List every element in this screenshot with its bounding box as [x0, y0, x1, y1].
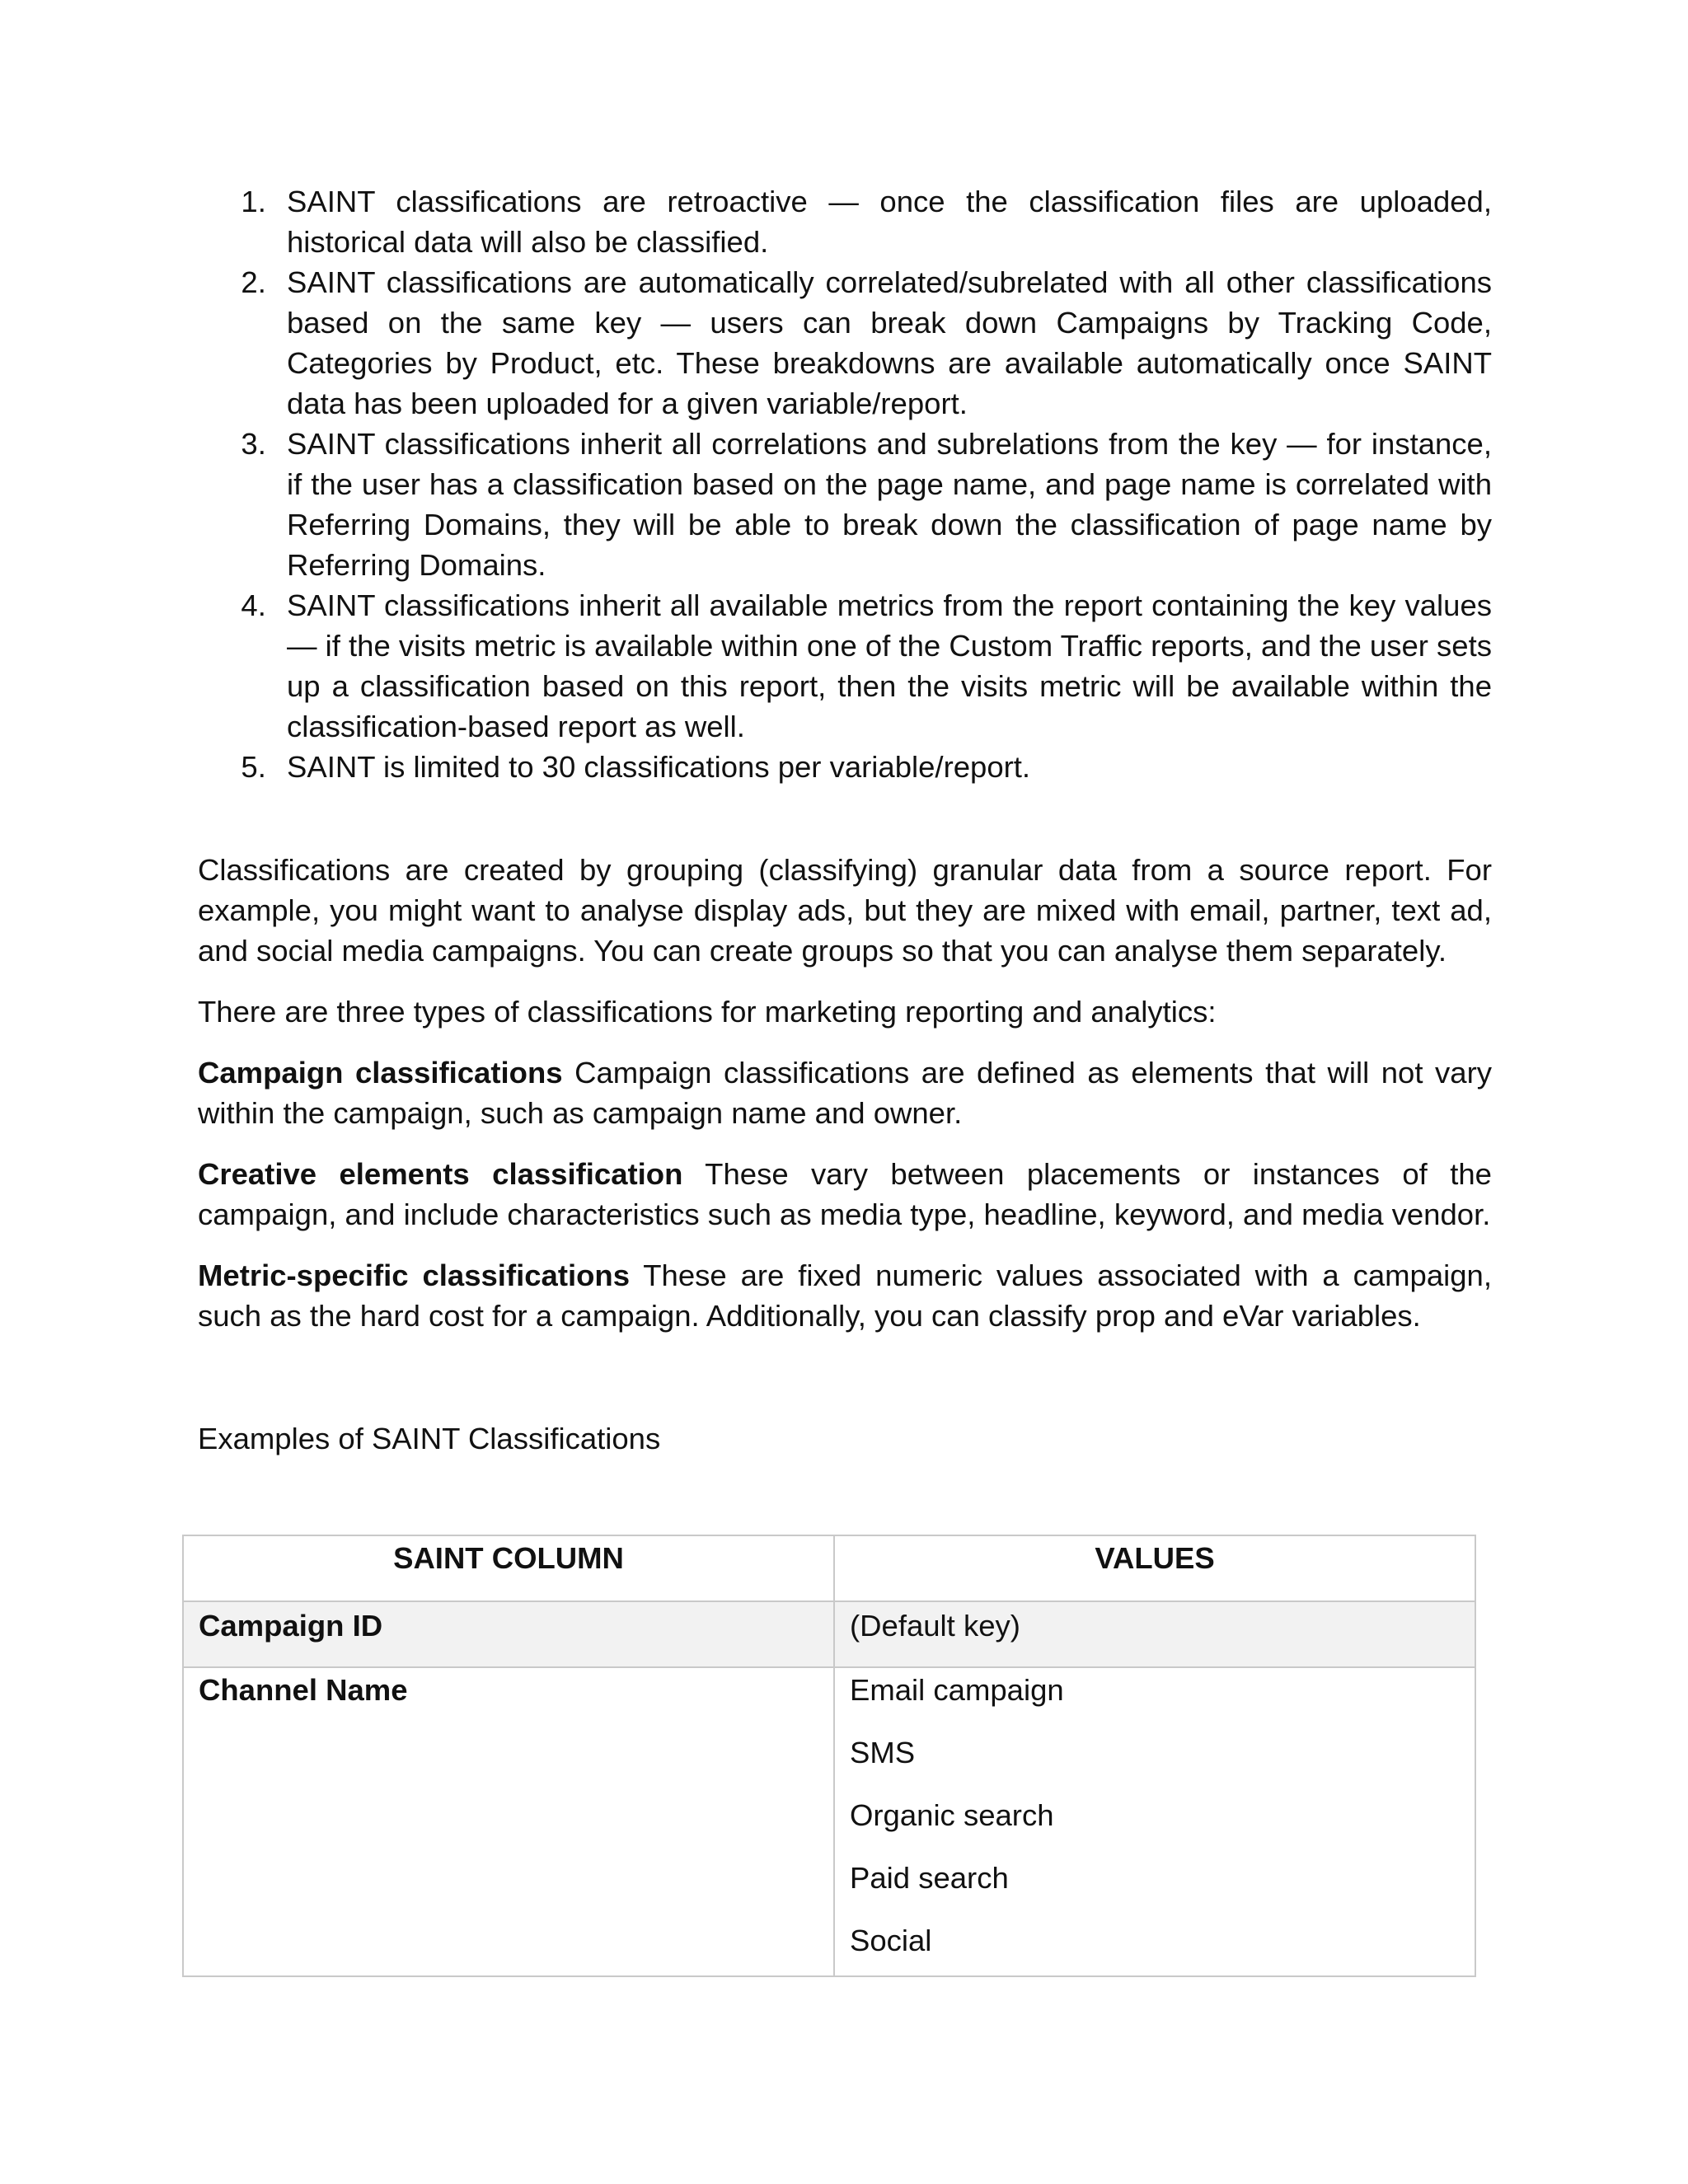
- row-column-name: Channel Name: [183, 1667, 834, 1976]
- value-item: Organic search: [850, 1798, 1054, 1832]
- header-saint-column: SAINT COLUMN: [183, 1535, 834, 1601]
- creative-elements-term: Creative elements classification: [198, 1157, 683, 1191]
- list-item: 4. SAINT classifications inherit all available metrics from the report containing the key values — if the visits metric is available within one of the Custom Traffic reports, and the user sets up a classification based on this report, then the visits metric will be available within the classification-based report as well.: [274, 585, 1492, 747]
- list-item: 5. SAINT is limited to 30 classifications per variable/report.: [274, 747, 1492, 787]
- metric-specific-description: These are fixed numeric values associated with a campaign, such as the hard cost for a campaign. Additionally, you can classify prop and eVar variables.: [198, 1258, 1492, 1333]
- campaign-classifications-term: Campaign classifications: [198, 1056, 563, 1090]
- list-item: 3. SAINT classifications inherit all correlations and subrelations from the key — for instance, if the user has a classification based on the page name, and page name is correlated with Referring Domains, they will be able to break down the classification of page name by Referring Domains.: [274, 424, 1492, 585]
- table-row: [183, 1601, 1475, 1667]
- value-item: Email campaign: [850, 1673, 1064, 1707]
- saint-examples-table: [182, 1535, 1476, 1977]
- document-body: [198, 181, 1492, 1459]
- row-values: [834, 1667, 1475, 1976]
- row-values: [834, 1601, 1475, 1667]
- value-item: SMS: [850, 1736, 916, 1769]
- campaign-classifications-paragraph: [198, 1052, 1492, 1133]
- table-row: [183, 1667, 1475, 1976]
- campaign-classifications-description: Campaign classifications are defined as elements that will not vary within the campaign, such as campaign name and owner.: [198, 1056, 1492, 1130]
- table-header-row: [183, 1535, 1475, 1601]
- row-column-name: Campaign ID: [183, 1601, 834, 1667]
- value-item: Paid search: [850, 1861, 1009, 1895]
- saint-properties-list: [198, 181, 1492, 787]
- value-item: Social: [850, 1924, 932, 1957]
- table-caption: Examples of SAINT Classifications: [198, 1422, 661, 1455]
- metric-specific-term: Metric-specific classifications: [198, 1258, 631, 1292]
- creative-elements-paragraph: [198, 1154, 1492, 1235]
- list-item: 2. SAINT classifications are automatically correlated/subrelated with all other classifications based on the same key — users can break down Campaigns by Tracking Code, Categories by Product, etc. These breakdowns are available automatically once SAINT data has been uploaded for a given variable/report.: [274, 262, 1492, 424]
- metric-specific-paragraph: [198, 1255, 1492, 1336]
- header-values: VALUES: [834, 1535, 1475, 1601]
- creative-elements-description: These vary between placements or instances of the campaign, and include characteristics such as media type, headline, keyword, and media vendor.: [198, 1157, 1492, 1231]
- intro-paragraph: Classifications are created by grouping (classifying) granular data from a source report. For example, you might want to analyse display ads, but they are mixed with email, partner, text ad, and social media campaigns. You can create groups so that you can analyse them separately.: [198, 853, 1492, 968]
- value-item: (Default key): [850, 1609, 1020, 1643]
- list-item: 1. SAINT classifications are retroactive — once the classification files are uploaded, historical data will also be classified.: [274, 181, 1492, 262]
- types-intro: There are three types of classifications for marketing reporting and analytics:: [198, 995, 1217, 1029]
